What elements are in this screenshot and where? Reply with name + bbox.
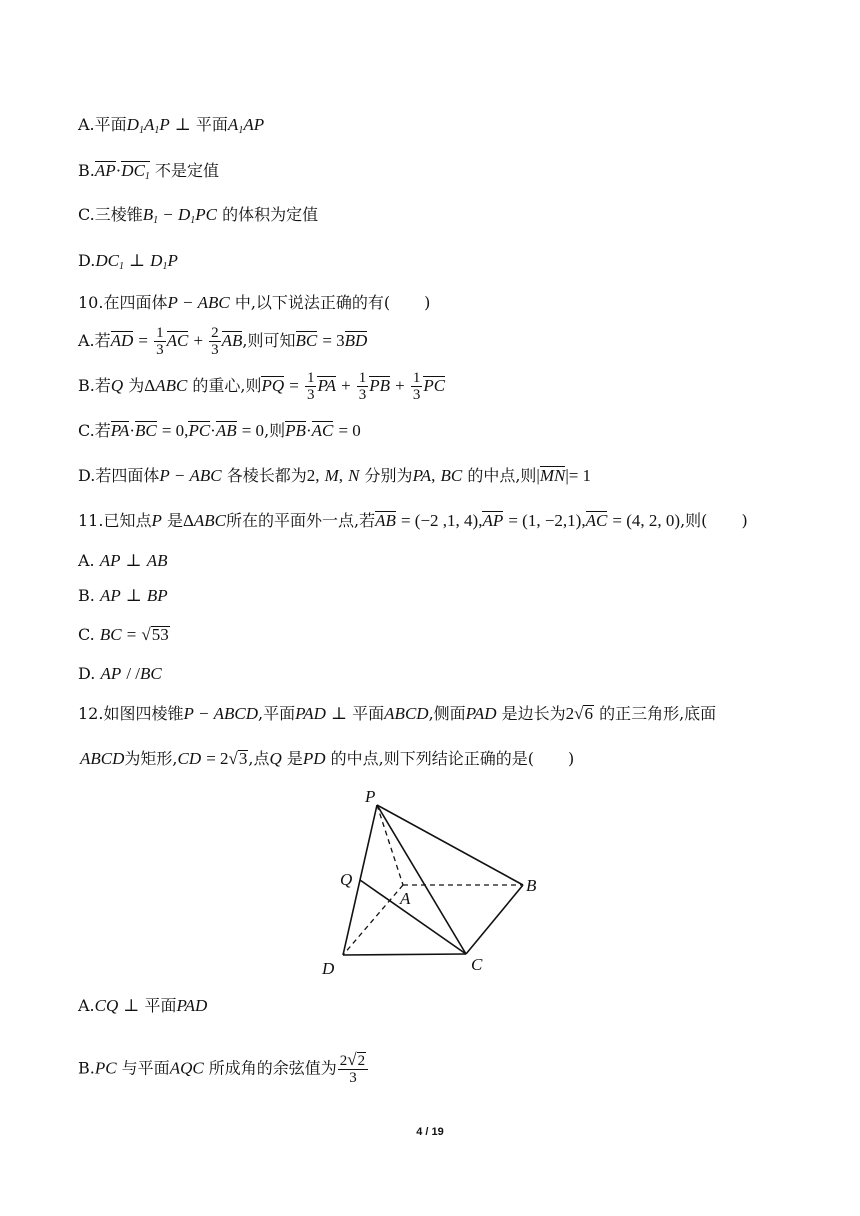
segment-qc bbox=[360, 880, 466, 954]
q12-stem-line-2: ABCD为矩形,CD = 2√3,点Q 是PD 的中点,则下列结论正确的是( ) bbox=[80, 749, 575, 768]
q10-option-b: B.若Q 为ΔABC 的重心,则PQ = $\frac{1}{3}$ PA + $\frac{1}{3}$ PB + $\frac{1}{3}$ PC bbox=[78, 370, 446, 403]
q10-option-d: D.若四面体P − ABC 各棱长都为2, M, N 分别为PA, BC 的中点,则|MN|= 1 bbox=[78, 466, 592, 485]
edge-pb bbox=[377, 805, 523, 885]
edge-dc bbox=[343, 954, 466, 955]
q12-stem-line-1: 12.如图四棱锥P − ABCD,平面PAD ⊥ 平面ABCD,侧面PAD 是边长为2√6 的正三角形,底面 bbox=[78, 704, 717, 723]
q11-option-b: B. AP ⊥ BP bbox=[78, 586, 168, 605]
label-c: C bbox=[471, 955, 483, 974]
label-a: A bbox=[400, 889, 411, 908]
q10-stem: 10.在四面体P − ABC 中,以下说法正确的有( ) bbox=[78, 293, 431, 312]
pyramid-figure bbox=[316, 784, 548, 980]
q9-option-d: $D.DC_1$ ⊥ $D_1P$ bbox=[78, 251, 178, 272]
q9-option-b: $B.AP\cdot DC_1$ 不是定值 bbox=[78, 161, 220, 182]
label-b: B bbox=[526, 876, 537, 895]
q12-option-a: A.CQ ⊥ 平面PAD bbox=[78, 996, 208, 1015]
label-p: P bbox=[365, 787, 376, 806]
q12-option-b: B.PC 与平面AQC 所成角的余弦值为 $\frac{2√2}{3}$ bbox=[78, 1052, 369, 1086]
q11-option-a: A. AP ⊥ AB bbox=[78, 551, 168, 570]
q10-option-c: C.若PA·BC = 0,PC·AB = 0,则PB·AC = 0 bbox=[78, 421, 361, 440]
q9-option-a: A.平面$D_1A_1P$ ⊥ 平面$A_1AP$ bbox=[78, 115, 265, 136]
q11-stem: 11.已知点P 是ΔABC所在的平面外一点,若AB = (−2 ,1, 4),AP = (1, −2,1),AC = (4, 2, 0),则( ) bbox=[78, 511, 748, 530]
edge-cb bbox=[466, 885, 523, 954]
q9-option-c: C.三棱锥$B_1 - D_1PC$ 的体积为定值 bbox=[78, 205, 319, 226]
page-number: 4 / 19 bbox=[416, 1126, 444, 1138]
q11-option-d: D. AP / /BC bbox=[78, 664, 162, 683]
q11-option-c: C. BC = √53 bbox=[78, 625, 169, 644]
edge-pc bbox=[377, 805, 466, 954]
edge-ad-hidden bbox=[343, 885, 403, 955]
label-q: Q bbox=[340, 870, 353, 889]
q10-option-a: A.若AD = $\frac{1}{3}$ AC + $\frac{2}{3}$ AB,则可知BC = 3BD bbox=[78, 325, 368, 358]
label-d: D bbox=[322, 959, 335, 978]
